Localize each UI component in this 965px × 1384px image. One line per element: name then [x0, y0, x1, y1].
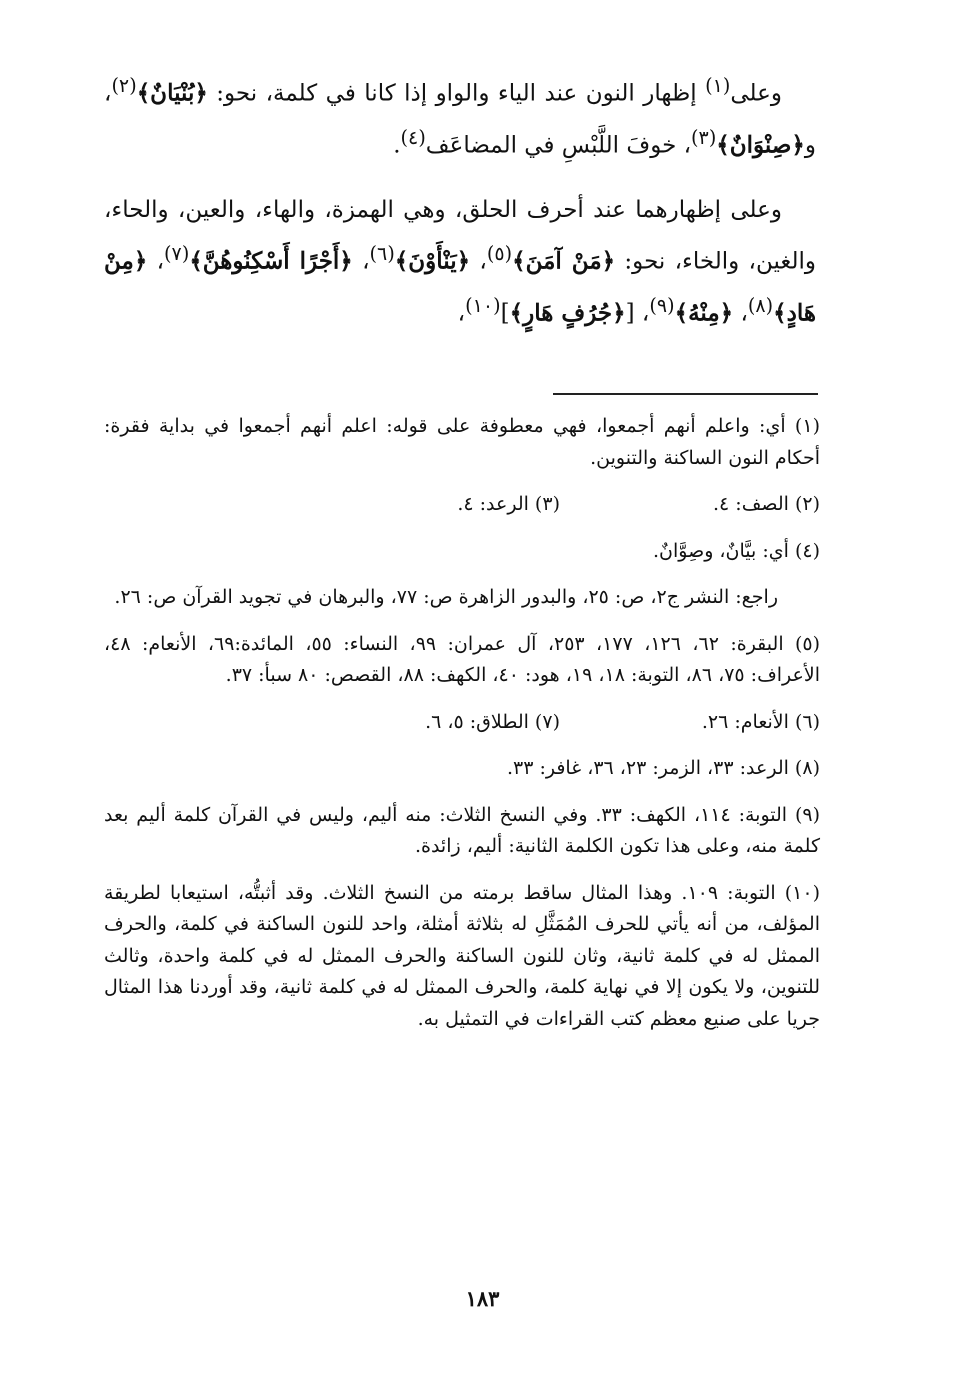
footnote-ref-10: (١٠) — [465, 293, 501, 317]
text-run: ، خوفَ اللَّبْسِ في المضاعَف — [425, 132, 692, 159]
text-run: ، — [457, 300, 466, 327]
footnote-ref-1: (١) — [705, 74, 731, 97]
text-run: . — [393, 132, 401, 159]
text-run: إظهار النون عند الياء والواو إذا كانا في كلمة، نحو: — [207, 80, 706, 107]
footnote-4-references: راجع: النشر ج٢، ص: ٢٥، والبدور الزاهرة ص: ٧٧، والبرهان في تجويد القرآن ص: ٢٦. — [114, 586, 778, 608]
text-run: ، — [733, 300, 748, 327]
footnote-3: (٣) الرعد: ٤. — [457, 493, 560, 515]
footnote-8: (٨) الرعد: ٣٣، الزمر: ٢٣، ٣٦، غافر: ٣٣. — [506, 757, 820, 779]
quran-quote: ﴿يَنْأَوْنَ﴾ — [394, 247, 471, 275]
quran-quote: ﴿صِنْوَانٌ﴾ — [716, 131, 805, 159]
paragraph-2 — [104, 189, 816, 335]
footnote-separator — [553, 393, 818, 395]
footnote-row-2-3 — [104, 489, 820, 521]
text-run: وعلى إظهارهما عند أحرف الحلق، وهي الهمزة، والهاء، والعين، والحاء، والغين، والخاء، نحو: — [104, 197, 817, 275]
text-run: ، و — [104, 80, 816, 159]
footnote-ref-8: (٨) — [747, 293, 774, 317]
quran-quote: ﴿بُنْيَانٌ﴾ — [136, 79, 208, 107]
footnote-ref-7: (٧) — [164, 242, 190, 266]
footnote-7: (٧) الطلاق: ٥، ٦. — [425, 710, 560, 733]
paragraph-1 — [104, 64, 816, 167]
footnote-1: (١) أي: واعلم أنهم أجمعوا، فهي معطوفة على قوله: اعلم أنهم أجمعوا في بداية فقرة: أحكام النون الساكنة والتنوين. — [104, 415, 820, 469]
quran-quote: ﴿مَنْ آمَنَ﴾ — [512, 247, 616, 275]
text-run: ، — [147, 248, 165, 275]
text-run: ، [ — [625, 300, 650, 327]
footnotes — [104, 411, 820, 1050]
text-run: ] — [500, 300, 510, 327]
quran-quote: ﴿أَجْرًا أَسْكِنُوهُنَّ﴾ — [189, 247, 353, 275]
footnote-ref-9: (٩) — [649, 293, 675, 317]
footnote-ref-4: (٤) — [400, 125, 426, 149]
footnote-4: (٤) أي: بيَّانٌ، وصِوَّانٌ. — [652, 539, 820, 562]
footnote-ref-5: (٥) — [486, 242, 513, 266]
footnote-row-6-7 — [104, 707, 820, 739]
footnote-2: (٢) الصف: ٤. — [712, 493, 820, 515]
text-run: وعلى — [730, 80, 782, 107]
quran-quote: ﴿مِنْ هَادٍ﴾ — [104, 247, 816, 327]
text-run: ، — [352, 248, 370, 275]
footnote-10: (١٠) التوبة: ١٠٩. وهذا المثال ساقط برمته من النسخ الثلاث. وقد أثبتُّه، استيعابا لطريقة المؤلف، من أنه يأتي للحرف المُمَثَّلِ له بثلاثة أمثلة، واحد للنون الساكنة في كلمة، والحرف الممثل له في كلمة ثانية، وثان للنون الساكنة والحرف الممثل له في كلمة واحدة، وثالث للتنوين، ولا يكون إلا في نهاية كلمة، والحرف الممثل له في كلمة ثانية، وقد أوردنا هذا المثال جريا على صنيع معظم كتب القراءات في التمثيل به. — [104, 881, 820, 1030]
footnote-ref-6: (٦) — [369, 242, 395, 266]
text-run: ، — [470, 248, 487, 275]
footnote-ref-3: (٣) — [691, 125, 717, 149]
main-text — [104, 64, 816, 336]
footnote-ref-2: (٢) — [111, 74, 137, 97]
quran-quote: ﴿جُرُفٍ هَارٍ﴾ — [509, 299, 626, 327]
page-number: ١٨٣ — [465, 1286, 500, 1311]
footnote-9: (٩) التوبة: ١١٤، الكهف: ٣٣. وفي النسخ الثلاث: منه أليم، وليس في القرآن كلمة أليم بعد كلمة منه، وعلى هذا تكون الكلمة الثانية: أليم، زائدة. — [104, 803, 820, 857]
footnote-5: (٥) البقرة: ٦٢، ١٢٦، ١٧٧، ٢٥٣، آل عمران: ٩٩، النساء: ٥٥، المائدة:٦٩، الأنعام: ٤٨، الأعراف: ٧٥، ٨٦، التوبة: ١٨، ١٩، هود: ٤٠، الكهف: ٨٨، القصص: ٨٠ سبأ: ٣٧. — [104, 632, 821, 686]
footnote-6: (٦) الأنعام: ٢٦. — [701, 710, 820, 733]
quran-quote: ﴿مِنْهُ﴾ — [674, 299, 734, 327]
